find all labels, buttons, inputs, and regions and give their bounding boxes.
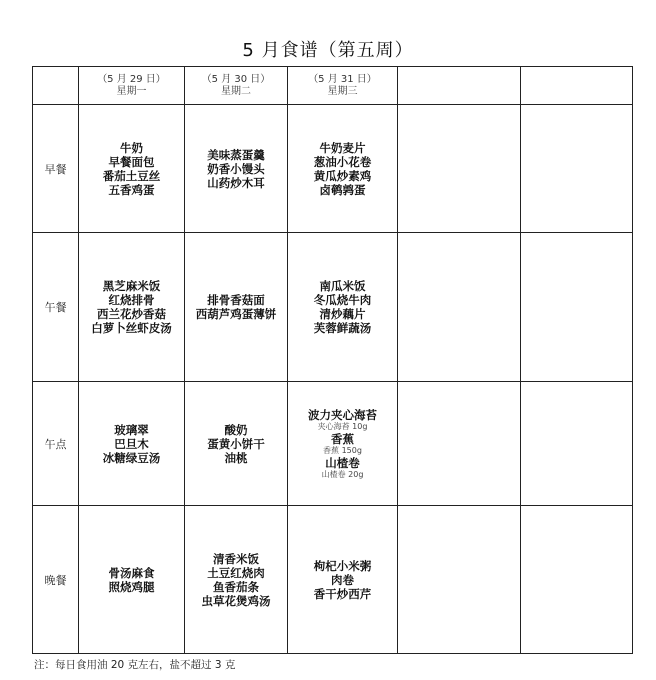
- dish: 玻璃翠: [114, 422, 149, 437]
- menu-cell: [521, 506, 633, 654]
- day-weekday: 星期三: [327, 85, 358, 97]
- menu-cell: [79, 506, 185, 654]
- day-header: [398, 67, 521, 105]
- dish: 骨汤麻食: [108, 565, 155, 580]
- header-row: [33, 67, 633, 105]
- menu-cell: [398, 233, 521, 382]
- dish: 西葫芦鸡蛋薄饼: [195, 307, 277, 321]
- dish: 枸杞小米粥: [313, 558, 372, 573]
- day-weekday: 星期一: [116, 85, 147, 97]
- meal-label: 晚餐: [33, 506, 79, 654]
- portion-note: 山楂卷 20g: [321, 469, 364, 479]
- dish: 肉卷: [331, 572, 354, 587]
- dish: 巴旦木: [114, 436, 149, 451]
- portion-note: 夹心海苔 10g: [317, 421, 368, 431]
- corner-cell: [33, 67, 79, 105]
- menu-cell: [288, 233, 398, 382]
- dish: 排骨香菇面: [207, 293, 265, 307]
- dish: 黑芝麻米饭: [102, 279, 161, 293]
- menu-cell: [79, 233, 185, 382]
- menu-cell: [185, 506, 288, 654]
- dish: 山药炒木耳: [207, 175, 265, 190]
- dish: 蛋黄小饼干: [207, 436, 265, 451]
- menu-cell: [79, 382, 185, 506]
- dish: 牛奶麦片: [319, 140, 366, 155]
- meal-label: 早餐: [33, 105, 79, 233]
- menu-cell: [288, 506, 398, 654]
- dish: 清炒藕片: [319, 307, 366, 321]
- dish: 清香米饭: [213, 551, 259, 566]
- day-header: [79, 67, 185, 105]
- dish: 番茄土豆丝: [102, 168, 161, 183]
- menu-table: [32, 66, 633, 654]
- dish: 冰糖绿豆汤: [102, 450, 161, 465]
- dish: 照烧鸡腿: [108, 579, 155, 594]
- menu-cell: [185, 382, 288, 506]
- dish: 山楂卷: [325, 455, 360, 470]
- dish: 香蕉: [331, 431, 354, 446]
- meal-label: 午点: [33, 382, 79, 506]
- dish: 葱油小花卷: [313, 154, 372, 169]
- meal-label: 午餐: [33, 233, 79, 382]
- day-date: （5 月 29 日）: [97, 73, 166, 85]
- dish: 五香鸡蛋: [108, 182, 155, 197]
- page-title: 5 月食谱（第五周）: [242, 40, 414, 61]
- dish: 虫草花煲鸡汤: [201, 593, 271, 608]
- menu-cell: [398, 105, 521, 233]
- day-date: （5 月 30 日）: [201, 73, 271, 85]
- dish: 西兰花炒香菇: [97, 307, 166, 321]
- dish: 冬瓜烧牛肉: [313, 293, 372, 307]
- menu-cell: [79, 105, 185, 233]
- menu-cell: [521, 105, 633, 233]
- menu-cell: [185, 105, 288, 233]
- day-header: [185, 67, 288, 105]
- dish: 油桃: [224, 450, 248, 465]
- menu-cell: [288, 382, 398, 506]
- dish: 酸奶: [224, 422, 248, 437]
- dish: 牛奶: [120, 140, 143, 155]
- meal-row-snack: [33, 382, 633, 506]
- day-weekday: 星期二: [221, 85, 251, 97]
- day-date: （5 月 31 日）: [308, 73, 377, 85]
- footnote: 注：每日食用油 20 克左右，盐不超过 3 克: [34, 659, 236, 671]
- menu-cell: [185, 233, 288, 382]
- dish: 红烧排骨: [108, 293, 155, 307]
- dish: 奶香小馒头: [207, 161, 265, 176]
- menu-cell: [521, 382, 633, 506]
- dish: 芙蓉鲜蔬汤: [313, 321, 372, 335]
- meal-row-lunch: [33, 233, 633, 382]
- dish: 土豆红烧肉: [207, 565, 265, 580]
- meal-row-breakfast: [33, 105, 633, 233]
- dish: 波力夹心海苔: [308, 407, 377, 422]
- menu-cell: [398, 382, 521, 506]
- meal-row-dinner: [33, 506, 633, 654]
- dish: 美味蒸蛋羹: [207, 147, 265, 162]
- dish: 白萝卜丝虾皮汤: [91, 321, 172, 335]
- day-header: [288, 67, 398, 105]
- dish: 香干炒西芹: [313, 586, 372, 601]
- portion-note: 香蕉 150g: [323, 445, 362, 455]
- menu-cell: [398, 506, 521, 654]
- dish: 鱼香茄条: [213, 579, 259, 594]
- dish: 南瓜米饭: [319, 279, 366, 293]
- menu-cell: [288, 105, 398, 233]
- menu-cell: [521, 233, 633, 382]
- dish: 黄瓜炒素鸡: [313, 168, 372, 183]
- dish: 早餐面包: [108, 154, 155, 169]
- day-header: [521, 67, 633, 105]
- dish: 卤鹌鹑蛋: [319, 182, 366, 197]
